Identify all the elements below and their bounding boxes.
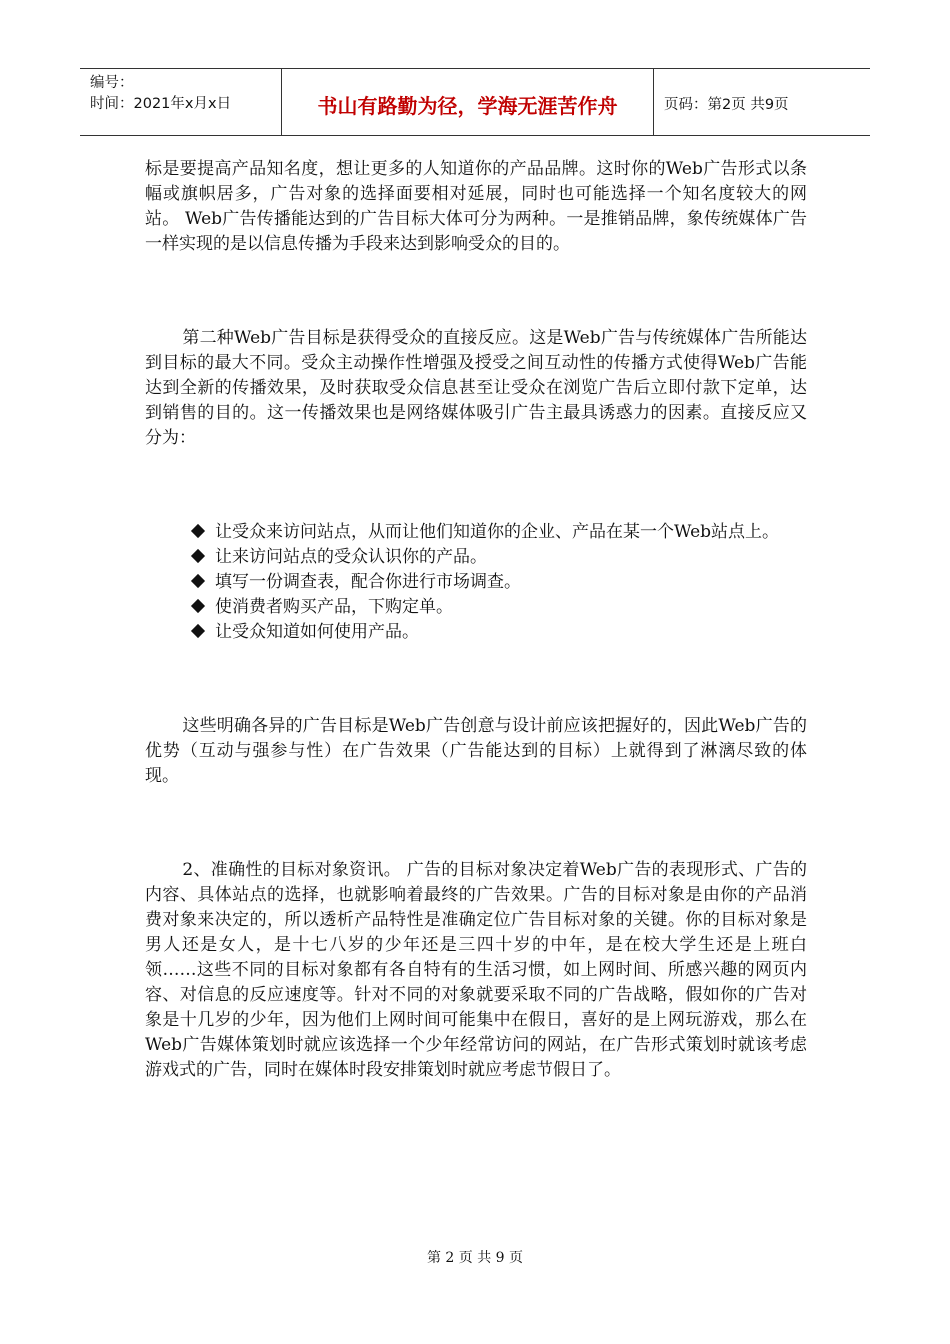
header-meta [80,69,282,135]
bullet-item [145,570,807,595]
bullet-text: 让来访问站点的受众认识你的产品。 [215,547,487,567]
document-time-label: 时间：2021年x月x日 [90,96,232,112]
diamond-bullet-icon [191,623,205,637]
diamond-bullet-icon [191,548,205,562]
spacer [145,451,807,520]
paragraph-4: 2、准确性的目标对象资讯。 广告的目标对象决定着Web广告的表现形式、广告的内容、具体站点的选择，也就影响着最终的广告效果。广告的目标对象是由你的产品消费对象来决定的，所以透析产品特性是准确定位广告目标对象的关键。你的目标对象是男人还是女人，是十七八岁的少年还是三四十岁的中年，是在校大学生还是上班白领……这些不同的目标对象都有各自特有的生活习惯，如上网时间、所感兴趣的网页内容、对信息的反应速度等。针对不同的对象就要采取不同的广告战略，假如你的广告对象是十几岁的少年，因为他们上网时间可能集中在假日，喜好的是上网玩游戏，那么在Web广告媒体策划时就应该选择一个少年经常访问的网站，在广告形式策划时就该考虑游戏式的广告，同时在媒体时段安排策划时就应考虑节假日了。 [145,860,807,1080]
diamond-bullet-icon [191,523,205,537]
bullet-text: 让受众知道如何使用产品。 [215,622,419,642]
document-number-label: 编号： [90,75,134,91]
header-motto: 书山有路勤为径，学海无涯苦作舟 [282,69,654,135]
diamond-bullet-icon [191,573,205,587]
bullet-item [145,545,807,570]
bullet-text: 使消费者购买产品，下购定单。 [215,597,453,617]
diamond-bullet-icon [191,598,205,612]
paragraph-2: 第二种Web广告目标是获得受众的直接反应。这是Web广告与传统媒体广告所能达到目标的最大不同。受众主动操作性增强及授受之间互动性的传播方式使得Web广告能达到全新的传播效果，及时获取受众信息甚至让受众在浏览广告后立即付款下定单，达到销售的目的。这一传播效果也是网络媒体吸引广告主最具诱惑力的因素。直接反应又分为： [145,328,807,448]
spacer [145,257,807,326]
bullet-item [145,620,807,645]
header-page-indicator: 页码：第2页 共9页 [664,96,789,113]
bullet-list [145,520,807,645]
bullet-text: 让受众来访问站点，从而让他们知道你的企业、产品在某一个Web站点上。 [215,522,780,542]
spacer [145,789,807,858]
spacer [145,645,807,714]
bullet-item [145,520,807,545]
paragraph-3: 这些明确各异的广告目标是Web广告创意与设计前应该把握好的，因此Web广告的优势（互动与强参与性）在广告效果（广告能达到的目标）上就得到了淋漓尽致的体现。 [145,716,807,786]
bullet-text: 填写一份调查表，配合你进行市场调查。 [215,572,521,592]
document-body [145,157,807,1083]
page-footer: 第 2 页 共 9 页 [426,1250,524,1266]
bullet-item [145,595,807,620]
page-header [80,68,870,136]
paragraph-1: 标是要提高产品知名度，想让更多的人知道你的产品品牌。这时你的Web广告形式以条幅或旗帜居多，广告对象的选择面要相对延展，同时也可能选择一个知名度较大的网站。 Web广告传播能达到的广告目标大体可分为两种。一是推销品牌，象传统媒体广告一样实现的是以信息传播为手段来达到影响受众的目的。 [145,159,807,254]
